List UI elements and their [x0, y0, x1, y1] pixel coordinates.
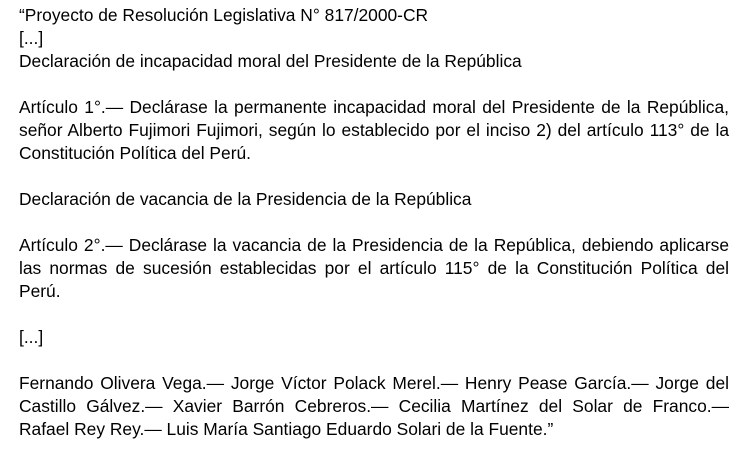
ellipsis-top: [...]: [19, 28, 44, 48]
spacer: [19, 165, 729, 188]
spacer: [19, 211, 729, 234]
ellipsis-bottom: [...]: [19, 327, 44, 347]
spacer: [19, 73, 729, 96]
signatories: Fernando Olivera Vega.— Jorge Víctor Polack Merel.— Henry Pease García.— Jorge del Castillo Gálvez.— Xavier Barrón Cebreros.— Cecilia Martínez del Solar de Franco.— Rafael Rey Rey.— Luis María Santiago Eduardo Solari de la Fuente.”: [19, 373, 729, 439]
article-1: Artículo 1°.— Declárase la permanente incapacidad moral del Presidente de la República, señor Alberto Fujimori Fujimori, según lo establecido por el inciso 2) del artículo 113° de la Constitución Política del Perú.: [19, 97, 729, 163]
spacer: [19, 349, 729, 372]
document-body: [19, 4, 729, 441]
article-2: Artículo 2°.— Declárase la vacancia de la Presidencia de la República, debiendo aplicarse las normas de sucesión establecidas por el artículo 115° de la Constitución Política del Perú.: [19, 235, 729, 301]
spacer: [19, 303, 729, 326]
section-title-vacancy: Declaración de vacancia de la Presidencia de la República: [19, 189, 472, 209]
section-title-incapacity: Declaración de incapacidad moral del Presidente de la República: [19, 51, 522, 71]
resolution-heading: “Proyecto de Resolución Legislativa N° 817/2000-CR: [19, 5, 429, 25]
